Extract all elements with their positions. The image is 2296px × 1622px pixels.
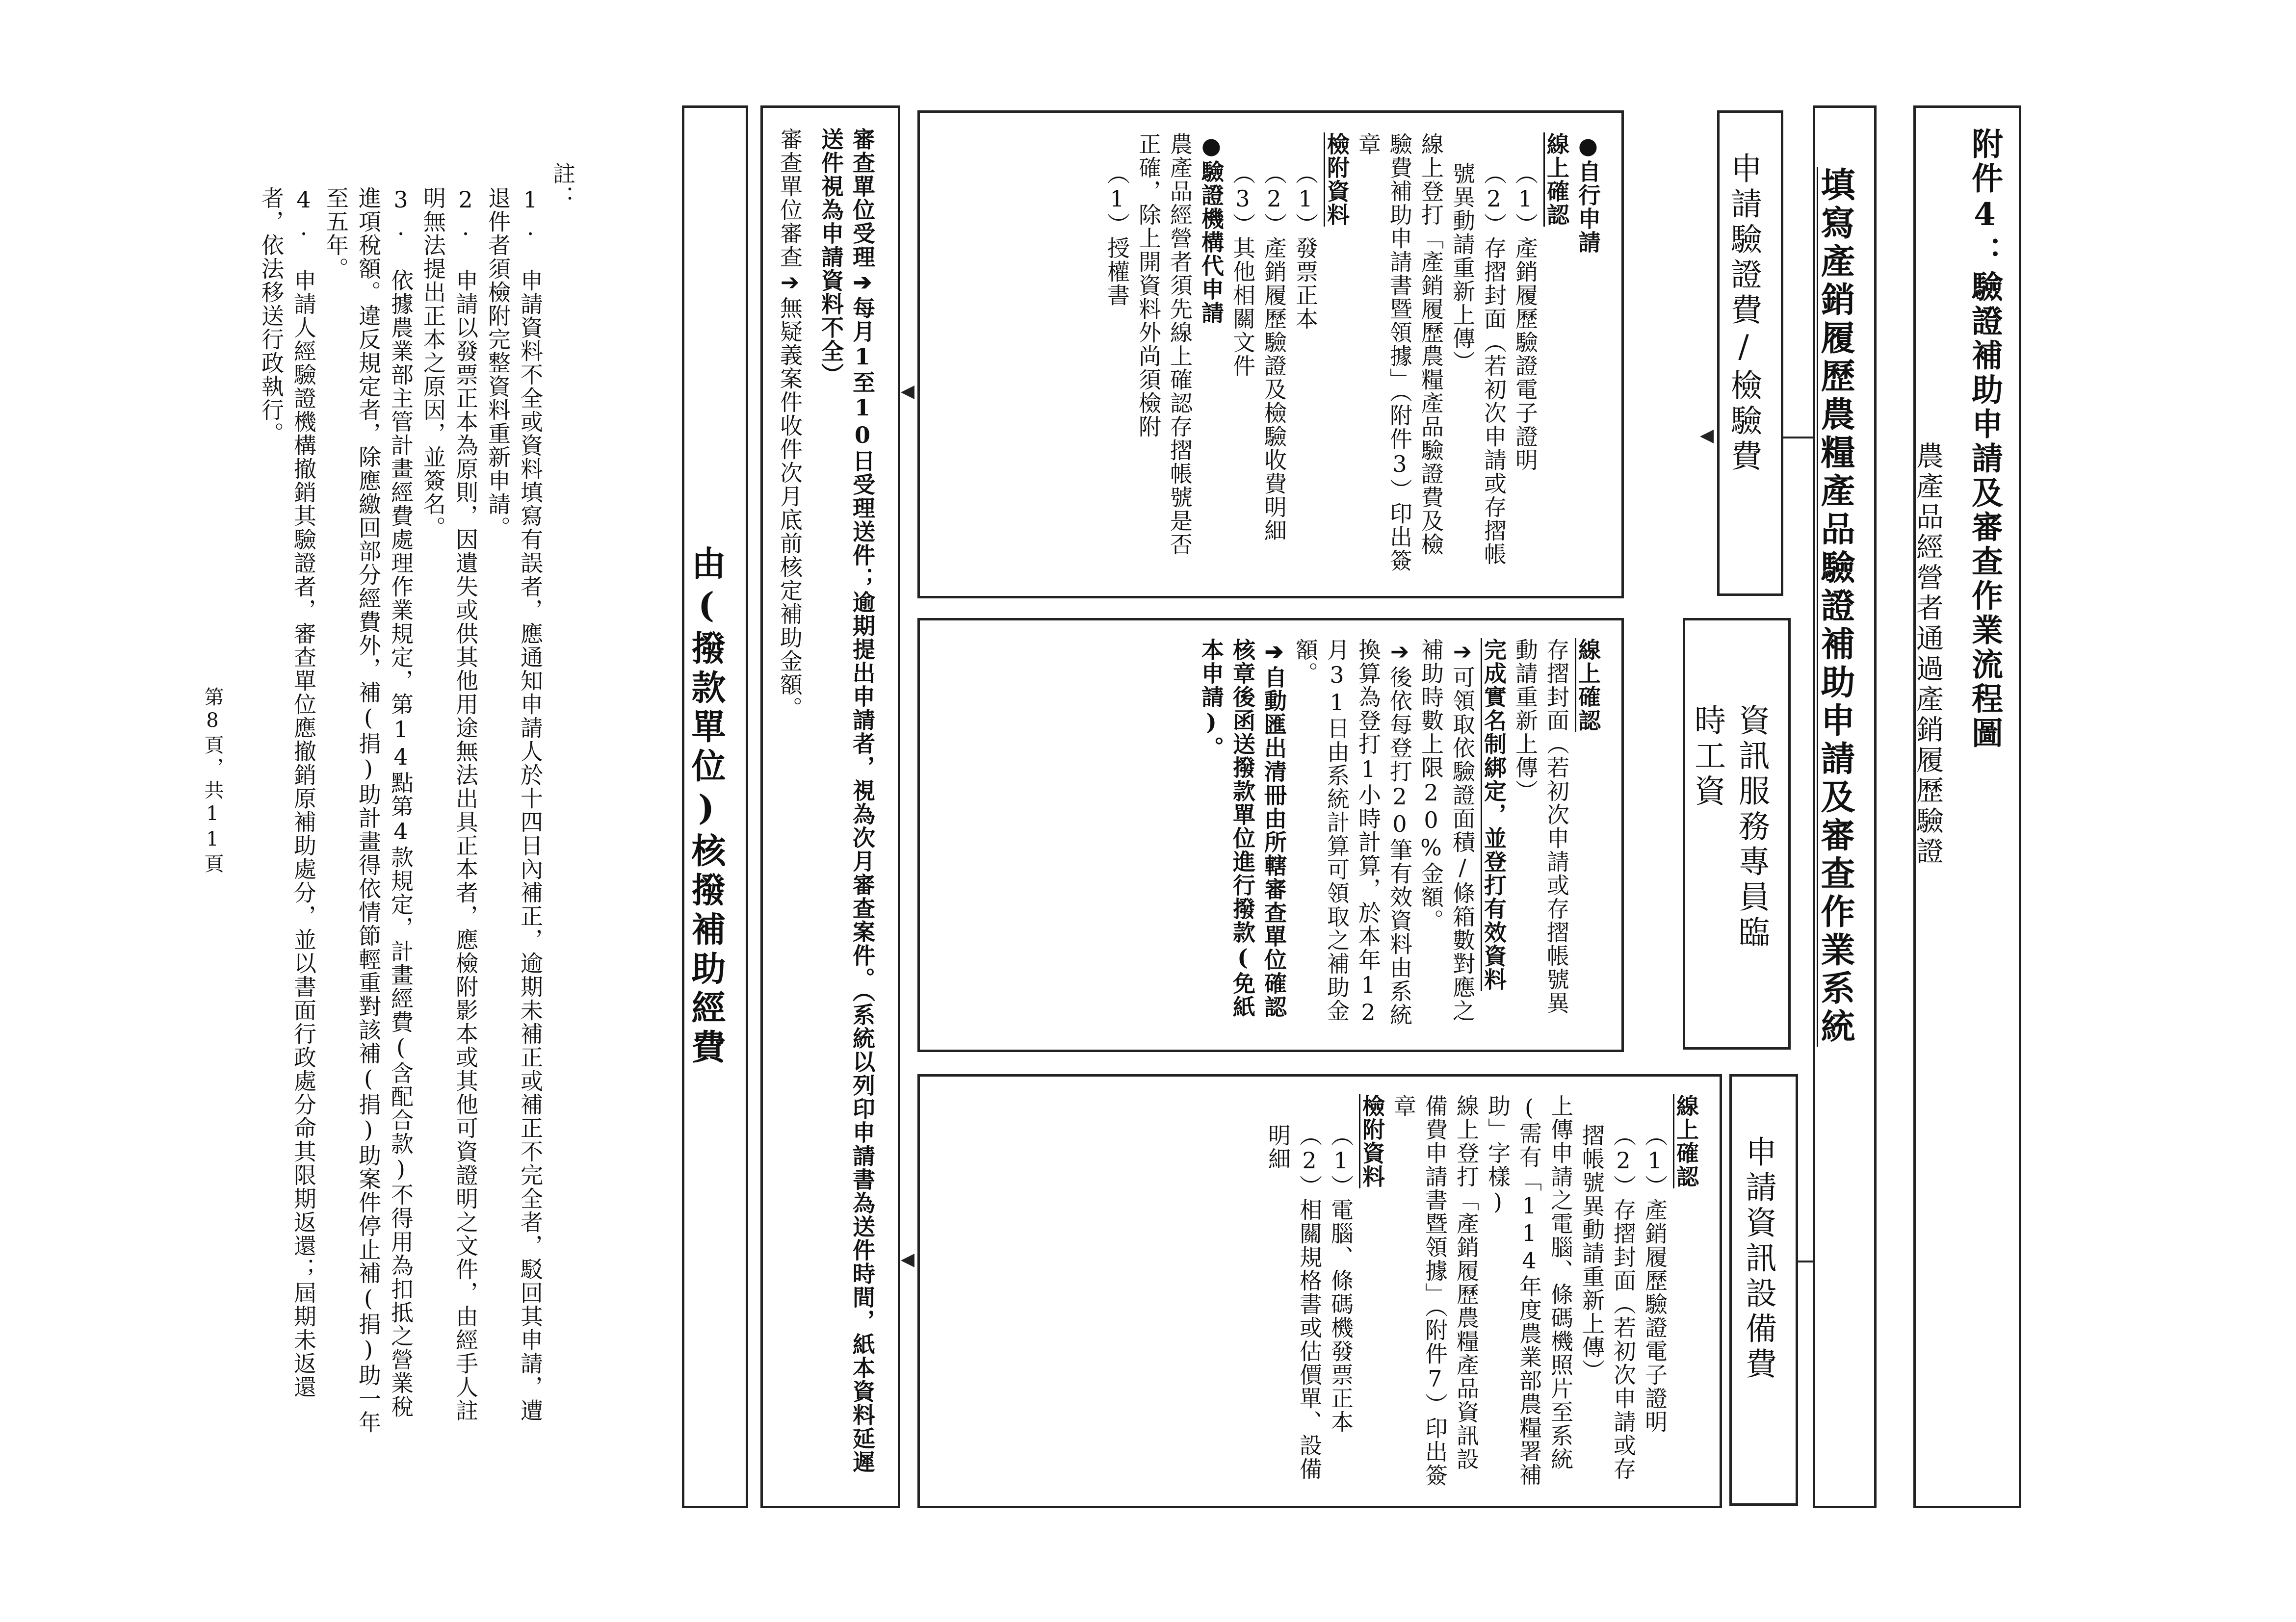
header-box [1913, 105, 2021, 1508]
flow-arrow [1700, 430, 1714, 443]
note-item: 1. 申請資料不全或資料填寫有誤者，應通知申請人於十四日內補正，逾期未補正或補正不完全者，駁回其申請，遭退件者須檢附完整資料重新申請。 [485, 186, 544, 1422]
note-item: 4. 申請人經驗證機構撤銷其驗證者，審查單位應撤銷原補助處分，並以書面行政處分命其限期返還；屆期未返還者，依法移送行政執行。 [258, 186, 317, 1399]
equipment-detail-box: 線上確認 （1）產銷履歷驗證電子證明 （2）存摺封面（若初次申請或存摺帳號異動請重新上傳） 上傳申請之電腦、條碼機照片至系統(需有「114年度農業部農糧署補助」字樣) 線上登打「產銷履歷農糧產品資訊設備費申請書暨領據」（附件7）印出簽章 檢附資料 （1）電腦、條碼機發票正本 （2）相關規格書或估價單、設備明細 [917, 1074, 1722, 1508]
fee-detail-box: ●自行申請 線上確認 （1）產銷履歷驗證電子證明 （2）存摺封面（若初次申請或存摺帳號異動請重新上傳） 線上登打「產銷履歷農糧產品驗證費及檢驗費補助申請書暨領據」（附件3）印出簽章 檢附資料 （1）發票正本 （2）產銷履歷驗證及檢驗收費明細 （3）其他相關文件 ●驗證機構代申請 農產品經營者須先線上確認存摺帳號是否正確，除上開資料外尚須檢附 （1）授權書 [917, 110, 1624, 598]
system-title: 填寫產銷履歷農糧產品驗證補助申請及審查作業系統 [1815, 167, 1856, 1047]
system-title-box [1813, 105, 1877, 1508]
flow-arrow [901, 386, 914, 399]
notes-title: 註： [549, 162, 576, 209]
page-number: 第8頁，共11頁 [201, 687, 224, 876]
connector-line [1783, 437, 1813, 438]
note-item: 3. 依據農業部主管計畫經費處理作業規定，第14點第4款規定，計畫經費(含配合款)不得用為扣抵之營業稅進項稅額。違反規定者，除應繳回部分經費外，補(捐)助計畫得依情節輕重對該補(捐)助案件停止補(捐)助一年至五年。 [323, 186, 414, 1434]
final-box: 由(撥款單位)核撥補助經費 [682, 105, 748, 1508]
connector-line [1798, 1261, 1813, 1262]
staff-detail-box: 線上確認 存摺封面（若初次申請或存摺帳號異動請重新上傳） 完成實名制綁定，並登打有效資料 ➔可領取依驗證面積/條箱數對應之補助時數上限20%金額。 ➔後依每登打20筆有效資料由系統換算為登打1小時計算，於本年12月31日由系統計算可領取之補助金額。 ➔自動匯出清冊由所轄審查單位確認核章後函送撥款單位進行撥款(免紙本申請)。 [917, 618, 1624, 1052]
note-item: 2. 申請以發票正本為原則，因遺失或供其他用途無法出具正本者，應檢附影本或其他可資證明之文件，由經手人註明無法提出正本之原因，並簽名。 [420, 186, 479, 1422]
flow-arrow [901, 1254, 914, 1267]
page-subtitle: 農產品經營者通過產銷履歷驗證 [1912, 441, 1944, 867]
notes-section [255, 162, 579, 1437]
fee-branch-label: 申請驗證費/檢驗費 [1717, 110, 1783, 596]
review-box: 審查單位受理➔每月1至10日受理送件；逾期提出申請者，視為次月審查案件。（系統以列印申請書為送件時間，紙本資料延遲送件視為申請資料不全） 審查單位審查➔無疑義案件收件次月底前核定補助金額。 [760, 105, 900, 1508]
equipment-branch-label: 申請資訊設備費 [1729, 1074, 1798, 1506]
page-title: 附件4：驗證補助申請及審查作業流程圖 [1966, 128, 2003, 751]
staff-branch-label: 資訊服務專員臨時工資 [1683, 618, 1791, 1050]
